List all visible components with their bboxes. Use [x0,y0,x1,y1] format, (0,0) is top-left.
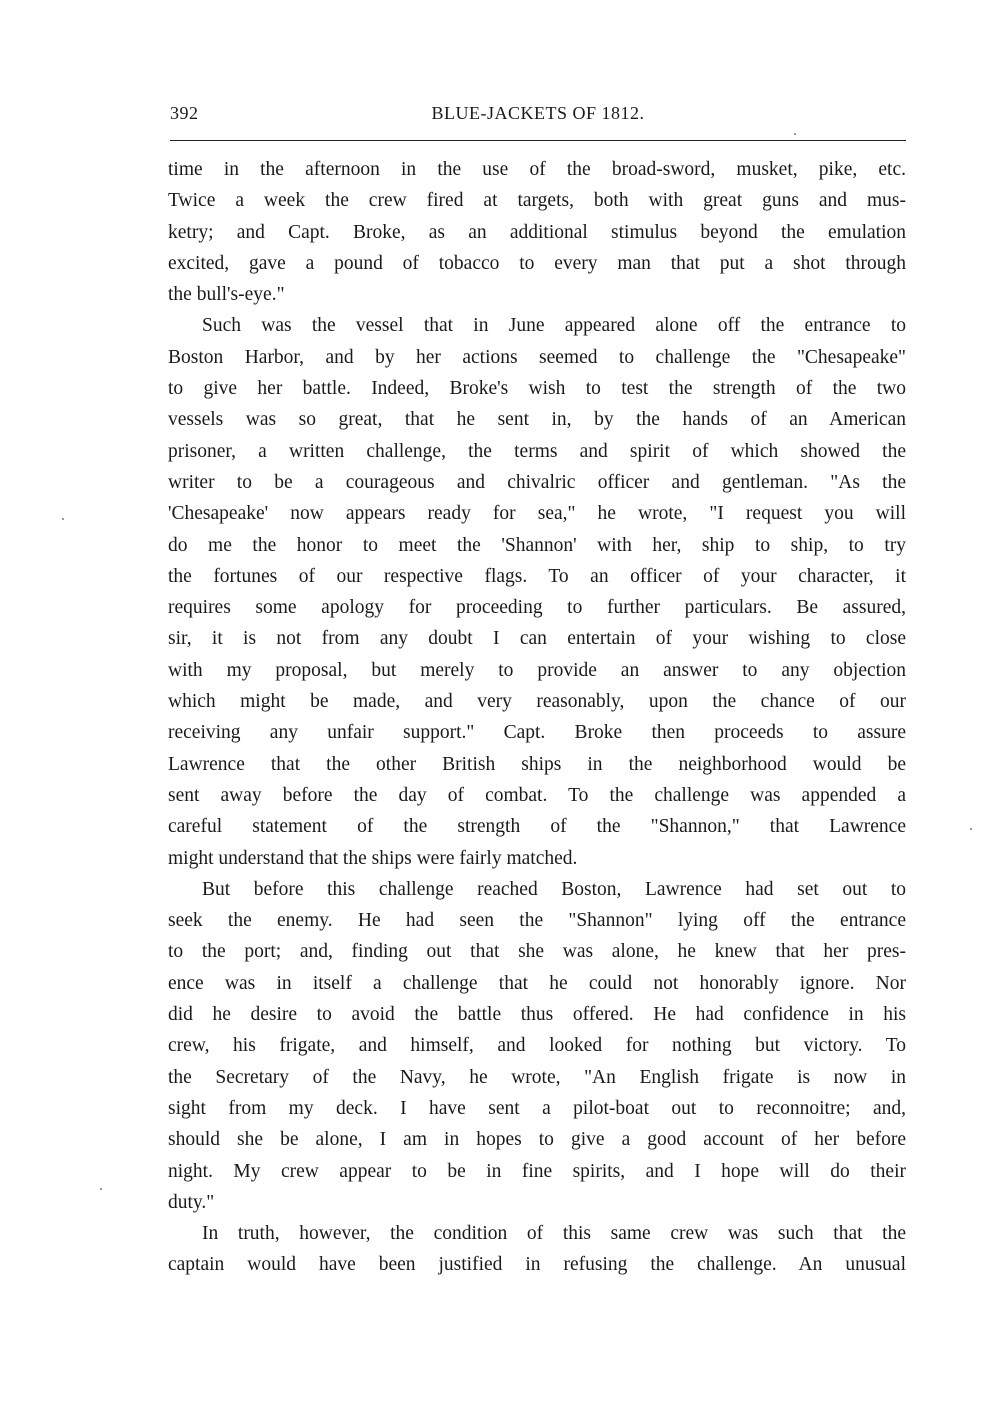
text-line: time in the afternoon in the use of the broad-sword, musket, pike, etc. [168,159,906,180]
text-line: sir, it is not from any doubt I can entertain of your wishing to close [168,628,906,650]
text-line: the fortunes of our respective flags. To an officer of your character, it [168,565,906,587]
text-line: 'Chesapeake' now appears ready for sea," he wrote, "I request you will [168,503,906,525]
text-line: careful statement of the strength of the "Shannon," that Lawrence [168,816,906,838]
text-line: night. My crew appear to be in fine spirits, and I hope will do their [168,1160,906,1182]
text-line: receiving any unfair support." Capt. Broke then proceeds to assure [168,722,906,744]
text-line: ketry; and Capt. Broke, as an additional stimulus beyond the emulation [168,221,906,243]
text-line: seek the enemy. He had seen the "Shannon" lying off the entrance [168,910,906,932]
text-line: to the port; and, finding out that she was alone, he knew that her pres- [168,941,906,963]
text-line: prisoner, a written challenge, the terms and spirit of which showed the [168,440,906,462]
text-line: to give her battle. Indeed, Broke's wish to test the strength of the two [168,378,906,400]
text-line: ence was in itself a challenge that he could not honorably ignore. Nor [168,972,906,994]
text-line: crew, his frigate, and himself, and looked for nothing but victory. To [168,1035,906,1057]
text-line: excited, gave a pound of tobacco to every man that put a shot through [168,252,906,274]
text-line: sent away before the day of combat. To the challenge was appended a [168,784,906,806]
header-rule [170,140,906,141]
text-line: captain would have been justified in refusing the challenge. An unusual [168,1254,906,1276]
text-line: the bull's-eye." [168,284,285,306]
text-line: requires some apology for proceeding to further particulars. Be assured, [168,597,906,619]
text-line: the Secretary of the Navy, he wrote, "An English frigate is now in [168,1066,906,1088]
text-line: Twice a week the crew fired at targets, both with great guns and mus- [168,190,906,212]
page-header [170,103,906,127]
text-line: duty." [168,1191,215,1213]
text-line: sight from my deck. I have sent a pilot-boat out to reconnoitre; and, [168,1097,906,1119]
text-line: do me the honor to meet the 'Shannon' with her, ship to ship, to try [168,534,906,556]
text-line: vessels was so great, that he sent in, by the hands of an American [168,409,906,431]
page-number: 392 [170,103,199,123]
print-speck [794,133,796,135]
text-line: writer to be a courageous and chivalric officer and gentleman. "As the [168,471,906,493]
text-line: did he desire to avoid the battle thus offered. He had confidence in his [168,1004,906,1026]
running-title: BLUE-JACKETS OF 1812. [431,103,645,123]
text-line: which might be made, and very reasonably, upon the chance of our [168,691,906,713]
text-line: with my proposal, but merely to provide an answer to any objection [168,659,906,681]
print-speck [62,518,64,520]
print-speck [970,828,972,830]
print-speck [100,1188,102,1190]
body-text [168,154,906,1281]
text-line: might understand that the ships were fairly matched. [168,847,578,869]
text-line: But before this challenge reached Boston, Lawrence had set out to [202,878,906,900]
text-line: Such was the vessel that in June appeared alone off the entrance to [202,315,906,337]
text-line: Lawrence that the other British ships in the neighborhood would be [168,753,906,775]
text-line: In truth, however, the condition of this same crew was such that the [202,1223,906,1245]
text-line: should she be alone, I am in hopes to give a good account of her before [168,1129,906,1151]
text-line: Boston Harbor, and by her actions seemed to challenge the "Chesapeake" [168,346,906,368]
